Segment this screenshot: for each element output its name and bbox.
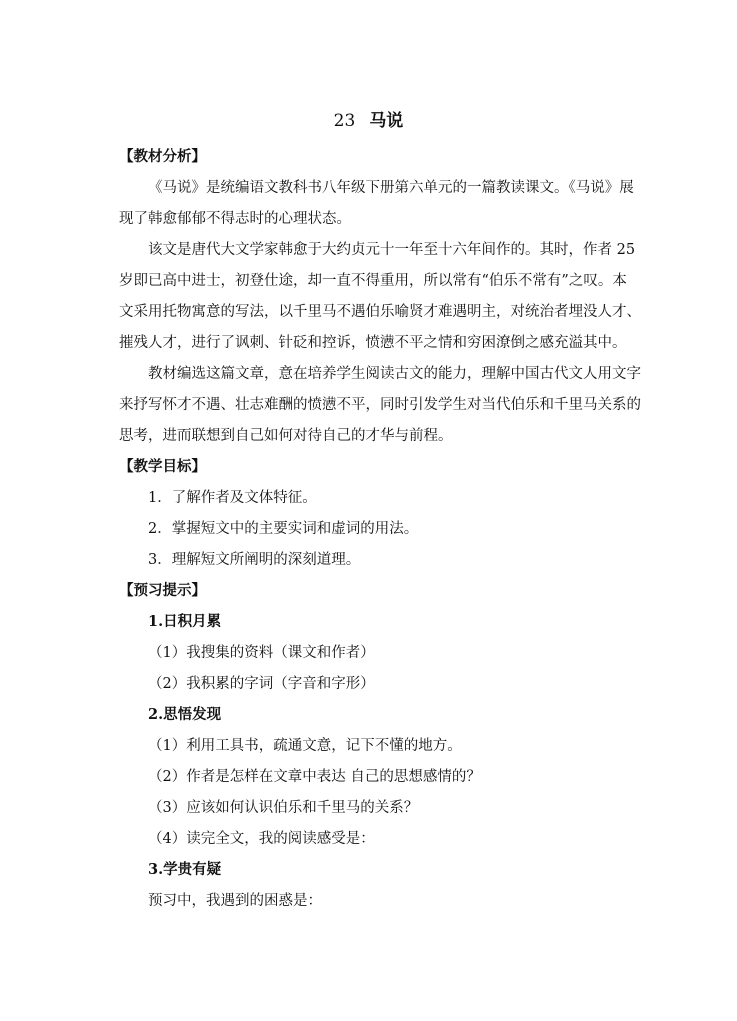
analysis-p2-line4: 摧残人才，进行了讽刺、针砭和控诉，愤懑不平之情和穷困潦倒之感充溢其中。 bbox=[119, 335, 627, 351]
preview-part-3-item-1: 预习中，我遇到的困惑是： bbox=[148, 893, 322, 909]
analysis-p3-line2: 来抒写怀才不遇、壮志难酬的愤懑不平，同时引发学生对当代伯乐和千里马关系的 bbox=[119, 397, 641, 413]
preview-part-3-label: 3.学贵有疑 bbox=[148, 861, 222, 878]
lesson-name: 马说 bbox=[369, 111, 404, 131]
analysis-p2-line1: 该文是唐代大文学家韩愈于大约贞元十一年至十六年间作的。其时，作者 25 bbox=[148, 242, 636, 258]
goal-item-2: 2．掌握短文中的主要实词和虚词的用法。 bbox=[148, 521, 419, 537]
preview-part-2-item-1: （1）利用工具书，疏通文意，记下不懂的地方。 bbox=[148, 738, 462, 754]
lesson-number: 23 bbox=[333, 111, 356, 131]
goal-item-1: 1．了解作者及文体特征。 bbox=[148, 490, 317, 506]
lesson-title bbox=[0, 106, 737, 131]
analysis-p3-line3: 思考，进而联想到自己如何对待自己的才华与前程。 bbox=[119, 428, 453, 444]
section-heading-preview: 【预习提示】 bbox=[119, 582, 206, 599]
preview-part-2-item-3: （3）应该如何认识伯乐和千里马的关系？ bbox=[148, 800, 419, 816]
preview-part-1-item-1: （1）我搜集的资料（课文和作者） bbox=[148, 645, 375, 661]
section-heading-goals: 【教学目标】 bbox=[119, 458, 206, 475]
analysis-p2-line2: 岁即已高中进士，初登仕途，却一直不得重用，所以常有“伯乐不常有”之叹。本 bbox=[119, 273, 627, 289]
preview-part-2-item-4: （4）读完全文，我的阅读感受是： bbox=[148, 831, 375, 847]
section-heading-analysis: 【教材分析】 bbox=[119, 148, 206, 165]
preview-part-2-item-2: （2）作者是怎样在文章中表达 自己的思想感情的？ bbox=[148, 769, 481, 785]
analysis-p3-line1: 教材编选这篇文章，意在培养学生阅读古文的能力，理解中国古代文人用文字 bbox=[148, 366, 641, 382]
analysis-p1-line2: 现了韩愈郁郁不得志时的心理状态。 bbox=[119, 211, 351, 227]
analysis-p1-line1: 《马说》是统编语文教科书八年级下册第六单元的一篇教读课文。《马说》展 bbox=[148, 180, 634, 196]
preview-part-1-label: 1.日积月累 bbox=[148, 613, 222, 630]
analysis-p2-line3: 文采用托物寓意的写法，以千里马不遇伯乐喻贤才难遇明主，对统治者埋没人才、 bbox=[119, 304, 641, 320]
goal-item-3: 3．理解短文所阐明的深刻道理。 bbox=[148, 552, 361, 568]
preview-part-1-item-2: （2）我积累的字词（字音和字形） bbox=[148, 676, 375, 692]
preview-part-2-label: 2.思悟发现 bbox=[148, 706, 222, 723]
